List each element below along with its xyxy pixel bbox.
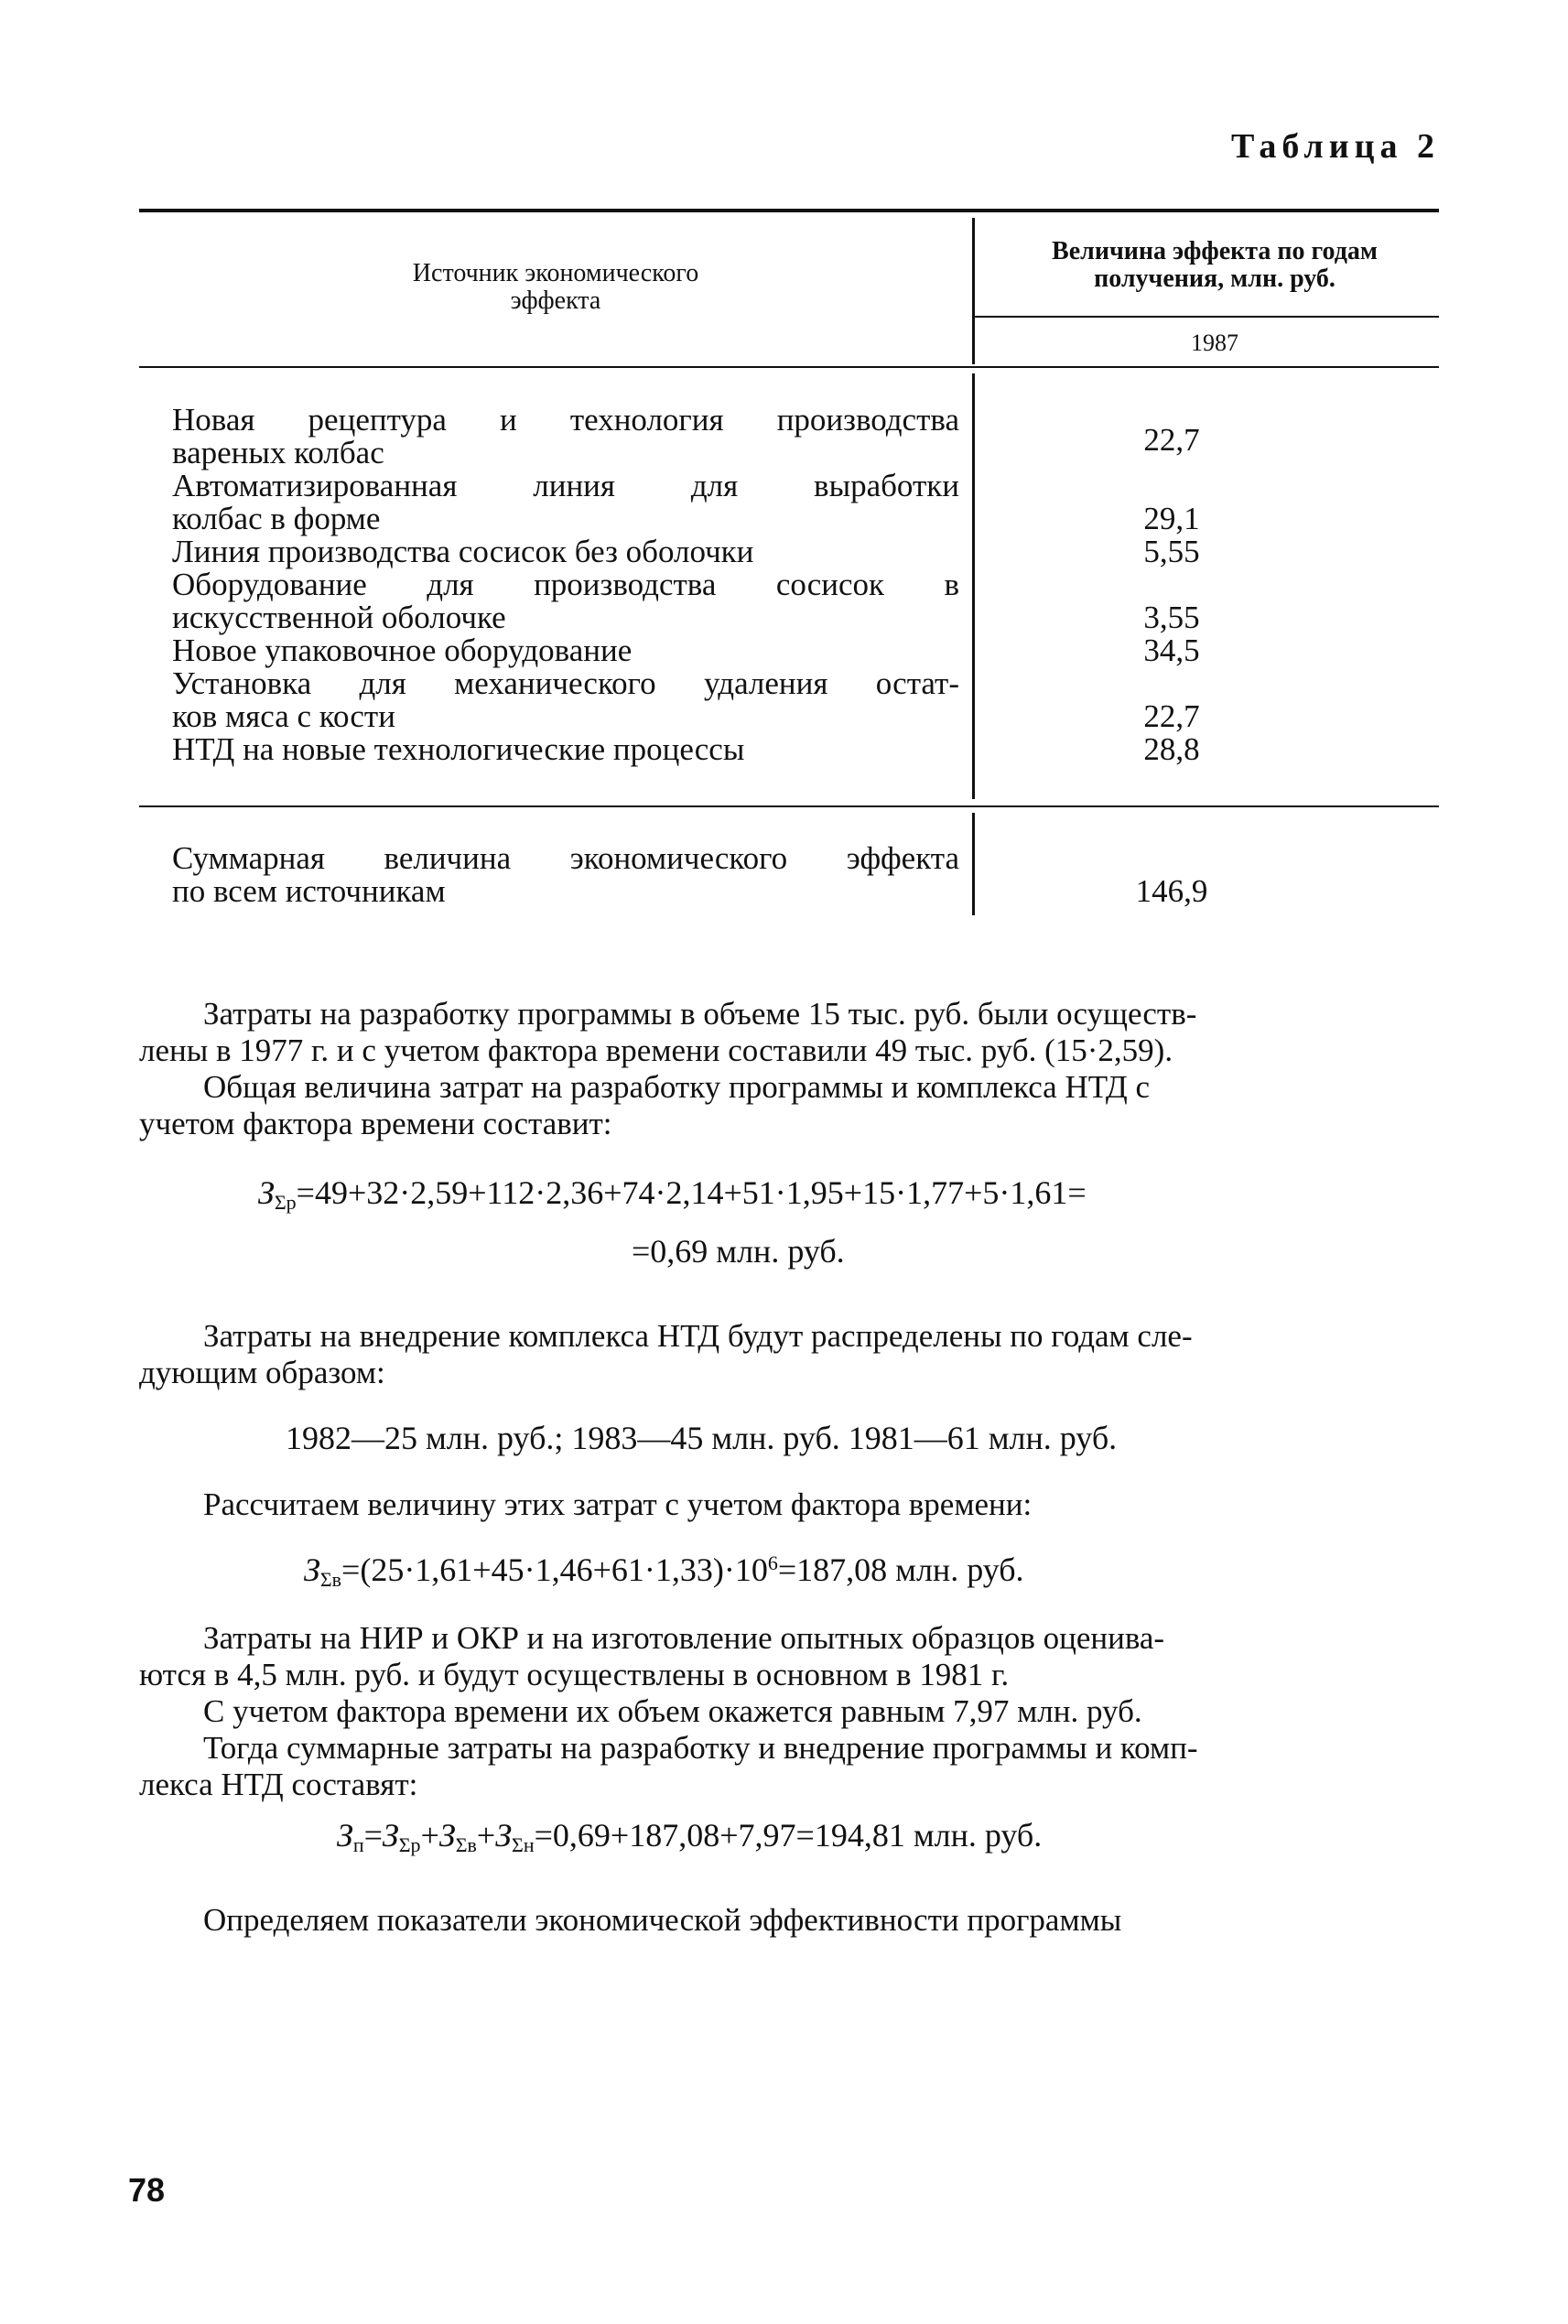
- paragraph-indicators: [139, 1902, 1439, 1939]
- text-line: Затраты на разработку программы в объеме 15 тыс. руб. были осуществ-: [203, 996, 1197, 1032]
- row-value: 34,5: [1143, 632, 1200, 668]
- text-line: Затраты на НИР и ОКР и на изготовление опытных образцов оценива-: [203, 1620, 1165, 1656]
- row-source-line1: Новая рецептура и технология производства: [172, 402, 959, 438]
- table-row: [172, 567, 1200, 635]
- header-year: 1987: [1191, 330, 1238, 356]
- row-source-line1: НТД на новые технологические процессы: [172, 731, 745, 767]
- total-value: 146,9: [1135, 873, 1208, 909]
- table-total-row: [172, 840, 1208, 909]
- formula-development-result: =0,69 млн. руб.: [632, 1233, 845, 1270]
- years-distribution: 1982—25 млн. руб.; 1983—45 млн. руб. 1981—61 млн. руб.: [286, 1420, 1118, 1456]
- row-value: 22,7: [1143, 698, 1200, 734]
- formula-subscript: Σр: [398, 1833, 421, 1856]
- text-line: Затраты на внедрение комплекса НТД будут распределены по годам сле-: [203, 1318, 1193, 1354]
- formula-symbol: З: [382, 1817, 399, 1854]
- table-top-rule: [139, 209, 1439, 212]
- formula-symbol: З: [495, 1817, 513, 1854]
- formula-total-costs: $З_п=З_{\Sigma р}+З_{\Sigma в}+З_{\Sigma н}=0,69+187,08+7,97=194,81$ млн. руб.: [337, 1817, 1043, 1856]
- table-rows: [172, 402, 1200, 767]
- paragraph-calc: [139, 1486, 1439, 1523]
- formula-subscript: Σн: [512, 1833, 535, 1856]
- row-value: 22,7: [1143, 422, 1200, 458]
- formula-implementation: [304, 1551, 1024, 1592]
- table-row: [172, 402, 1200, 470]
- header-value: [990, 238, 1439, 293]
- header-source-line1: Источник экономического: [412, 259, 699, 287]
- text-line: Рассчитаем величину этих затрат с учетом фактора времени:: [203, 1486, 1033, 1522]
- table-row: [172, 534, 1200, 569]
- formula-subscript: Σр: [274, 1191, 297, 1214]
- text-line: Тогда суммарные затраты на разработку и внедрение программы и комп-: [203, 1730, 1198, 1766]
- formula-tail: =187,08 млн. руб.: [777, 1551, 1024, 1588]
- table-caption: Таблица 2: [1230, 127, 1440, 166]
- table-vline-header: [972, 218, 975, 364]
- header-source: [139, 260, 972, 315]
- paragraph-rnd-costs: [139, 1620, 1439, 1803]
- table-total-rule: [139, 805, 1439, 807]
- row-source-line1: Линия производства сосисок без оболочки: [172, 534, 754, 569]
- row-value: 29,1: [1143, 501, 1200, 536]
- row-source-line2: колбас в форме: [172, 501, 381, 536]
- header-source-line2: эффекта: [510, 286, 601, 315]
- row-value: 5,55: [1143, 534, 1200, 569]
- row-source-line1: Автоматизированная линия для выработки: [172, 468, 959, 503]
- total-row: [172, 840, 1208, 909]
- table-row: [172, 632, 1200, 668]
- row-source-line1: Оборудование для производства сосисок в: [172, 567, 959, 602]
- header-value-line1: Величина эффекта по годам: [1052, 237, 1378, 265]
- text-line: С учетом фактора времени их объем окажется равным 7,97 млн. руб.: [203, 1693, 1142, 1729]
- formula-expression: =(25·1,61+45·1,46+61·1,33)·10: [341, 1551, 768, 1588]
- row-source-line2: ков мяса с кости: [172, 698, 395, 734]
- formula-superscript: 6: [767, 1551, 778, 1574]
- table-row: [172, 468, 1200, 536]
- formula-symbol: З: [438, 1817, 456, 1854]
- formula-development-total: [258, 1173, 1087, 1215]
- table-vline-body: [972, 373, 975, 799]
- table-row: [172, 665, 1200, 734]
- page-number: 78: [128, 2171, 166, 2209]
- text-line: учетом фактора времени составит:: [139, 1106, 612, 1141]
- header-value-line2: получения, млн. руб.: [1094, 265, 1336, 293]
- formula-subscript: п: [352, 1833, 364, 1856]
- total-line2: по всем источникам: [172, 873, 446, 909]
- table-vline-total: [972, 813, 975, 915]
- row-value: 3,55: [1143, 600, 1200, 635]
- formula-symbol: З: [304, 1551, 320, 1588]
- text-line: лены в 1977 г. и с учетом фактора времени составили 49 тыс. руб. (15·2,59).: [139, 1032, 1173, 1068]
- paragraph-implementation-costs: [139, 1318, 1439, 1391]
- formula-symbol: З: [258, 1174, 275, 1211]
- row-value: 28,8: [1143, 731, 1200, 767]
- formula-symbol: З: [337, 1817, 353, 1854]
- formula-subscript: Σв: [319, 1568, 342, 1591]
- text-line: Определяем показатели экономической эффективности программы: [203, 1902, 1122, 1938]
- text-line: дующим образом:: [139, 1355, 385, 1390]
- row-source-line2: искусственной оболочке: [172, 600, 506, 635]
- table-header-rule: [139, 366, 1439, 368]
- table-row: [172, 731, 1200, 767]
- paragraph-development-costs: [139, 996, 1439, 1142]
- text-line: лекса НТД составят:: [139, 1767, 418, 1802]
- table-year-rule: [972, 316, 1439, 318]
- row-source-line1: Установка для механического удаления остат-: [172, 665, 959, 701]
- total-line1: Суммарная величина экономического эффекта: [172, 840, 959, 876]
- row-source-line2: вареных колбас: [172, 435, 384, 470]
- formula-expression: =49+32·2,59+112·2,36+74·2,14+51·1,95+15·1,77+5·1,61=: [296, 1174, 1087, 1211]
- text-line: Общая величина затрат на разработку программы и комплекса НТД с: [203, 1069, 1151, 1105]
- row-source-line1: Новое упаковочное оборудование: [172, 632, 633, 668]
- formula-subscript: Σв: [455, 1833, 477, 1856]
- text-line: ются в 4,5 млн. руб. и будут осуществлены в основном в 1981 г.: [139, 1657, 1010, 1692]
- formula-tail: =0,69+187,08+7,97=194,81 млн. руб.: [534, 1817, 1043, 1854]
